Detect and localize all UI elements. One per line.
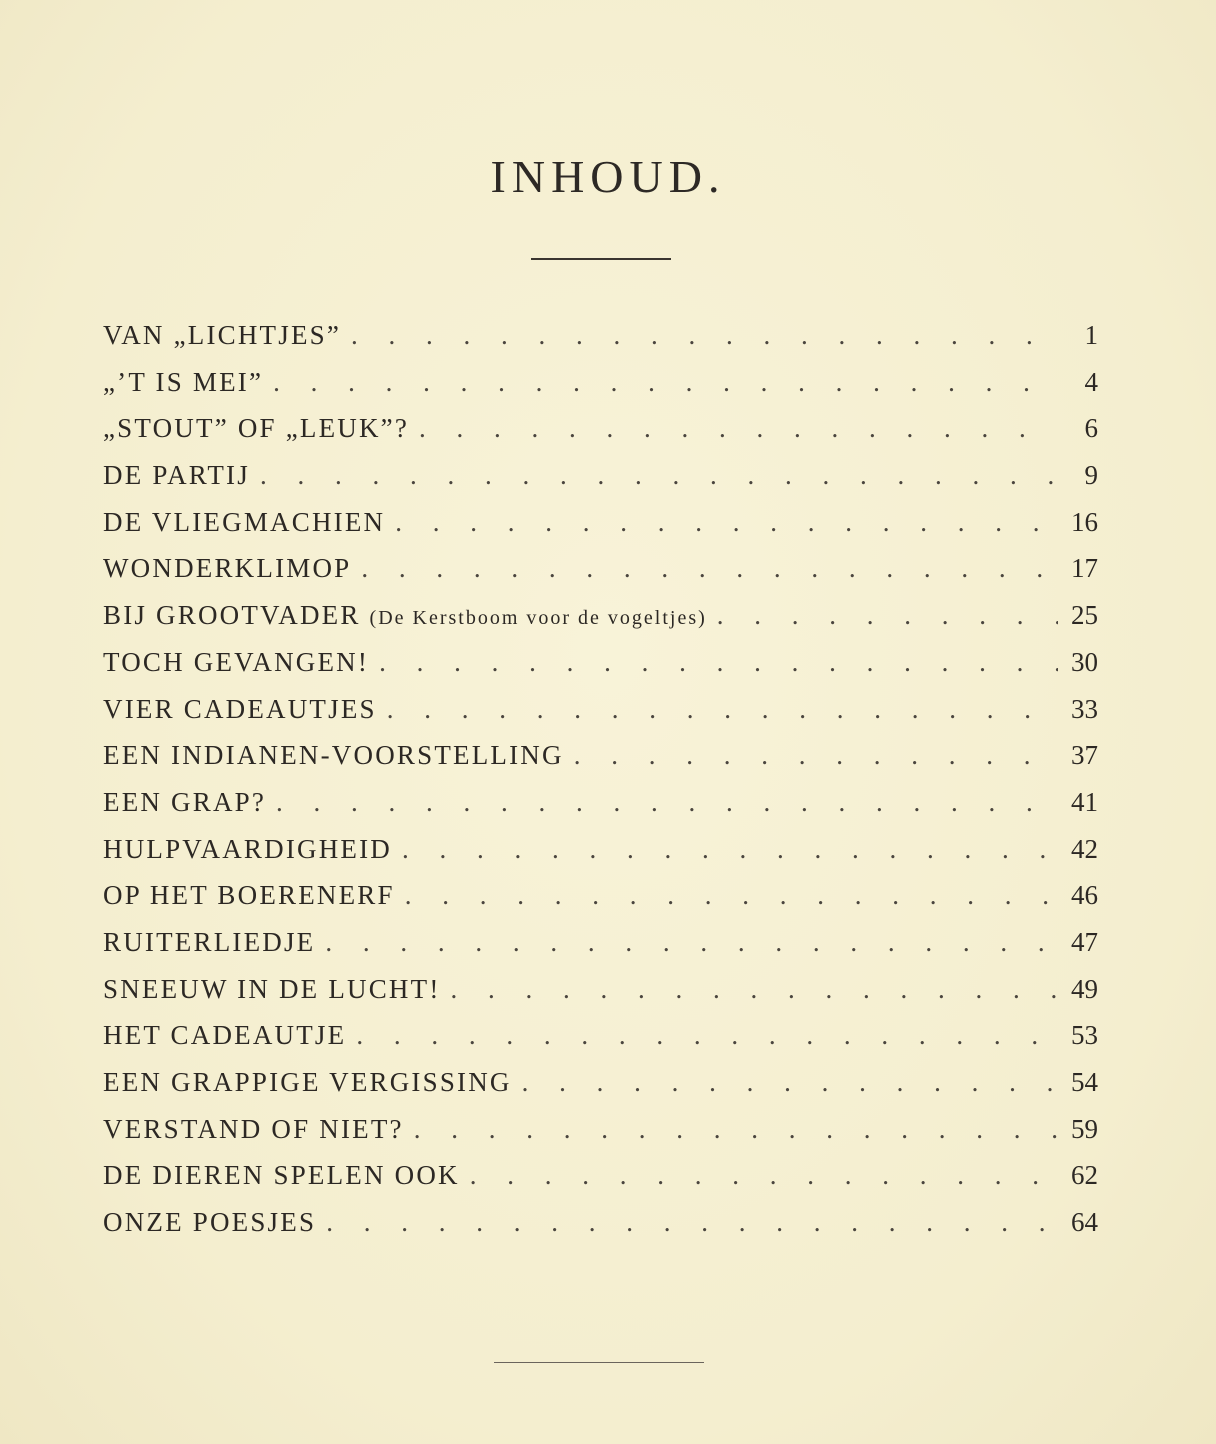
toc-entry-page: 46: [1071, 880, 1098, 911]
toc-entry-page: 1: [1084, 320, 1098, 350]
toc-entry-title: TOCH GEVANGEN!: [103, 646, 370, 677]
toc-entry-page: 4: [1084, 366, 1098, 397]
toc-entry: [103, 834, 1098, 881]
title-rule: [531, 258, 671, 260]
toc-entry-title: „’T IS MEI”: [103, 366, 264, 397]
dot-leader: [351, 320, 1058, 351]
toc-entry-title: HET CADEAUTJE: [103, 1020, 347, 1051]
toc-entry-title: OP HET BOERENERF: [103, 880, 395, 911]
toc-entry-title: ONZE POESJES: [103, 1207, 317, 1238]
toc-entry-page: 37: [1071, 740, 1098, 771]
toc-entry: [103, 460, 1098, 507]
table-of-contents: [103, 320, 1098, 1254]
dot-leader: [325, 927, 1058, 958]
toc-entry: [103, 367, 1098, 414]
dot-leader: [273, 367, 1058, 398]
toc-entry-subtitle: (De Kerstboom voor de vogeltjes): [369, 607, 707, 630]
dot-leader: [276, 787, 1058, 818]
toc-entry: [103, 320, 1098, 367]
toc-entry: [103, 740, 1098, 787]
toc-entry: [103, 1020, 1098, 1067]
dot-leader: [361, 553, 1058, 584]
toc-entry-title: RUITERLIEDJE: [103, 926, 316, 957]
toc-entry-title: EEN GRAPPIGE VERGISSING: [103, 1067, 512, 1097]
dot-leader: [574, 740, 1058, 771]
toc-entry-page: 41: [1071, 786, 1098, 817]
toc-entry-page: 6: [1084, 413, 1098, 444]
toc-entry-page: 47: [1071, 926, 1098, 957]
dot-leader: [451, 974, 1058, 1005]
dot-leader: [402, 834, 1058, 865]
toc-entry-title: EEN INDIANEN-VOORSTELLING: [103, 740, 564, 771]
toc-entry: [103, 1067, 1098, 1114]
toc-entry-page: 30: [1071, 646, 1098, 677]
dot-leader: [414, 1114, 1058, 1145]
toc-entry-title: EEN GRAP?: [103, 786, 267, 817]
toc-entry: [103, 553, 1098, 600]
dot-leader: [470, 1160, 1058, 1191]
toc-entry: [103, 1207, 1098, 1254]
toc-entry-page: 42: [1071, 833, 1098, 864]
dot-leader: [387, 694, 1058, 725]
toc-entry-title: VERSTAND OF NIET?: [103, 1113, 404, 1144]
dot-leader: [395, 507, 1058, 538]
toc-entry-title: DE VLIEGMACHIEN: [103, 506, 386, 537]
toc-entry: [103, 413, 1098, 460]
toc-entry-title: WONDERKLIMOP: [103, 553, 352, 584]
toc-entry: [103, 787, 1098, 834]
toc-entry-page: 53: [1071, 1020, 1098, 1051]
toc-entry: [103, 1160, 1098, 1207]
toc-entry: [103, 600, 1098, 647]
toc-entry-page: 17: [1071, 553, 1098, 584]
bottom-rule: [494, 1362, 704, 1363]
toc-entry: [103, 974, 1098, 1021]
toc-entry-title: VAN „LICHTJES”: [103, 320, 342, 350]
toc-entry-page: 49: [1071, 973, 1098, 1004]
dot-leader: [379, 647, 1058, 678]
toc-entry-page: 9: [1084, 460, 1098, 491]
toc-entry: [103, 694, 1098, 741]
toc-entry: [103, 1114, 1098, 1161]
toc-entry-page: 62: [1071, 1160, 1098, 1191]
toc-entry-title: VIER CADEAUTJES: [103, 693, 377, 724]
toc-entry: [103, 647, 1098, 694]
toc-entry-title: „STOUT” OF „LEUK”?: [103, 413, 410, 444]
toc-entry-page: 33: [1071, 693, 1098, 724]
toc-entry-page: 16: [1071, 506, 1098, 537]
toc-entry-title: DE PARTIJ: [103, 460, 250, 491]
toc-entry-title: HULPVAARDIGHEID: [103, 833, 392, 864]
dot-leader: [405, 880, 1058, 911]
toc-entry-title: DE DIEREN SPELEN OOK: [103, 1160, 460, 1191]
toc-entry-title: SNEEUW IN DE LUCHT!: [103, 973, 441, 1004]
toc-entry-page: 25: [1071, 600, 1098, 631]
toc-entry-title: BIJ GROOTVADER: [103, 600, 361, 631]
dot-leader: [260, 460, 1058, 491]
toc-entry: [103, 880, 1098, 927]
dot-leader: [326, 1207, 1058, 1238]
toc-entry-page: 59: [1071, 1113, 1098, 1144]
page-title: INHOUD.: [490, 151, 726, 202]
toc-entry-page: 64: [1071, 1207, 1098, 1238]
dot-leader: [419, 413, 1058, 444]
dot-leader: [717, 600, 1058, 631]
toc-entry-page: 54: [1071, 1067, 1098, 1097]
dot-leader: [522, 1067, 1058, 1098]
toc-entry: [103, 927, 1098, 974]
dot-leader: [356, 1020, 1058, 1051]
toc-entry: [103, 507, 1098, 554]
